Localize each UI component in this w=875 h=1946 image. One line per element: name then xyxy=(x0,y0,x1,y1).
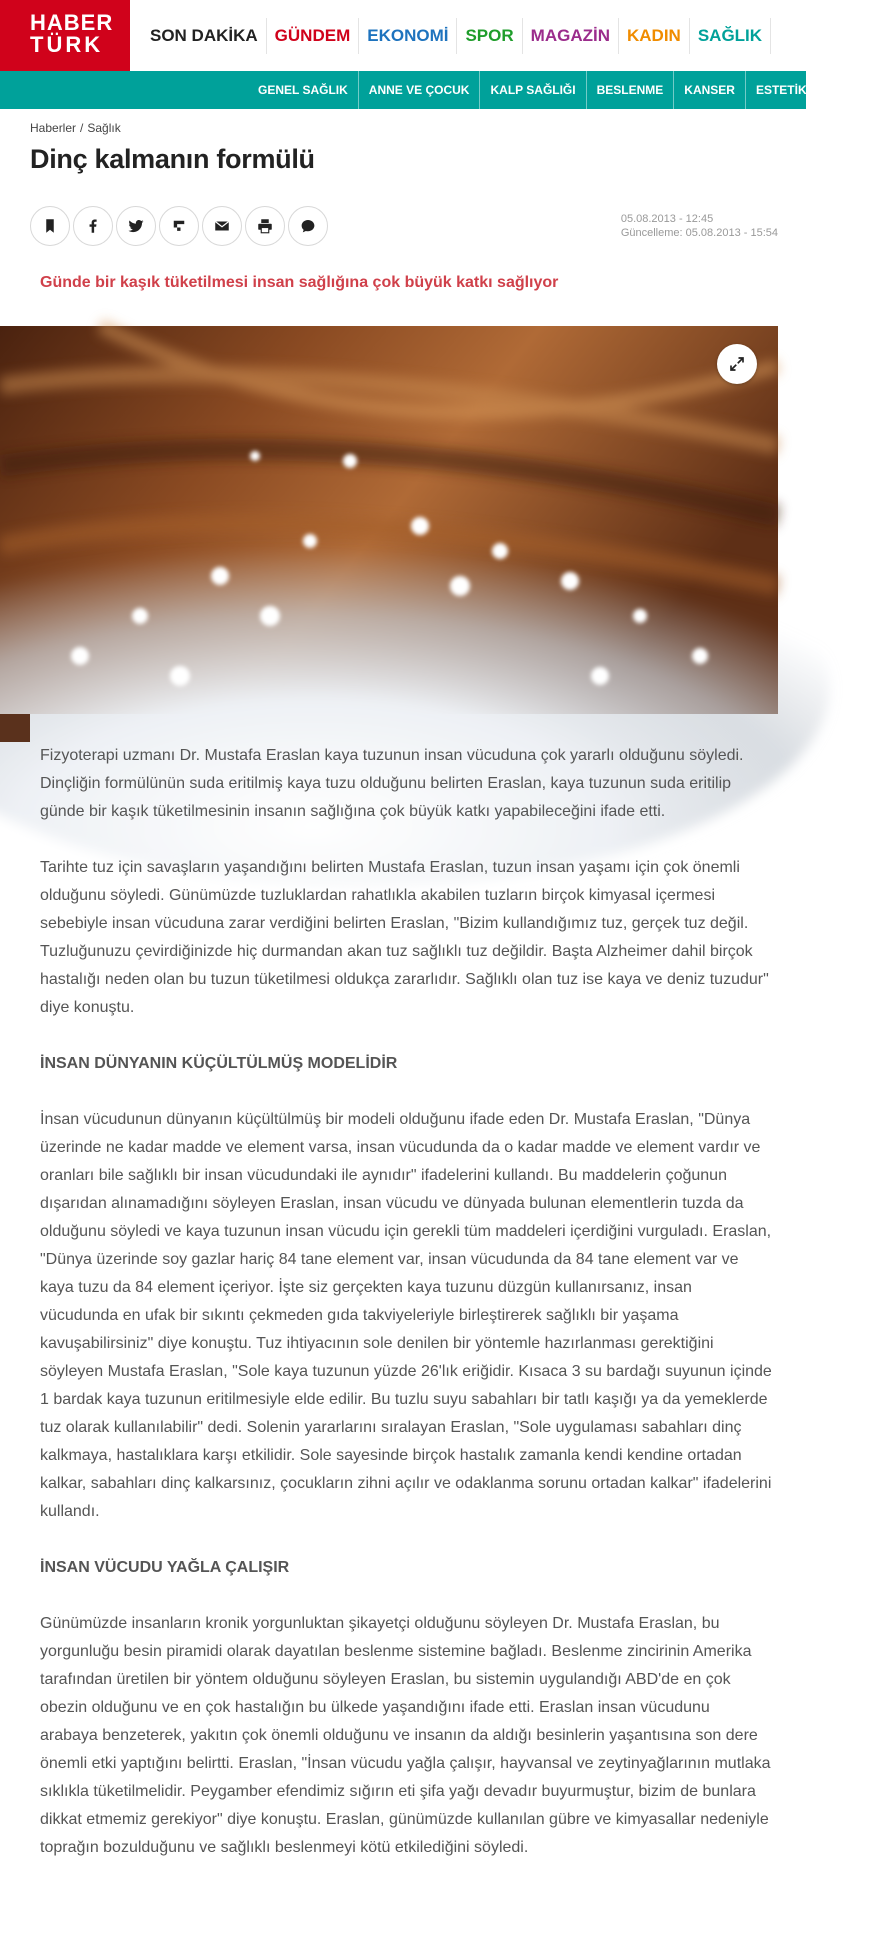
salt-photo xyxy=(0,326,778,714)
nav-magazin[interactable]: MAGAZİN xyxy=(523,18,619,54)
print-icon xyxy=(256,217,274,235)
published-date: 05.08.2013 - 12:45 xyxy=(620,213,714,225)
flipboard-share-button[interactable] xyxy=(159,206,199,246)
nav-gundem[interactable]: GÜNDEM xyxy=(267,18,360,54)
flipboard-icon xyxy=(170,217,188,235)
breadcrumb-separator: / xyxy=(80,121,84,135)
nav-ekonomi[interactable]: EKONOMİ xyxy=(359,18,457,54)
article-hero-image[interactable] xyxy=(0,326,778,714)
print-button[interactable] xyxy=(245,206,285,246)
article-body xyxy=(40,742,772,1890)
facebook-icon xyxy=(84,217,102,235)
logo-line2: TÜRK xyxy=(30,32,104,57)
article-subheading: İNSAN DÜNYANIN KÜÇÜLTÜLMÜŞ MODELİDİR xyxy=(40,1055,398,1072)
article-paragraph: Fizyoterapi uzmanı Dr. Mustafa Eraslan kaya tuzunun insan vücuduna çok yararlı olduğunu söyledi. Dinçliğin formülünün suda eritilmiş kaya tuzu olduğunu belirten Eraslan, kaya tuzunun suda eritilip günde bir kaşık tüketilmesinin insanın sağlığına çok büyük katkı yapabileceğini ifade etti. xyxy=(40,747,744,820)
article-paragraph: Günümüzde insanların kronik yorgunluktan şikayetçi olduğunu söyleyen Dr. Mustafa Eraslan, bu yorgunluğu besin piramidi olarak dayatılan beslenme sistemine bağladı. Beslenme zincirinin Amerika tarafından üretilen bir yöntem olduğunu söyleyen Eraslan, bu sistemin uygulandığı ABD'de en çok obezin olduğunu ve en çok hastalığın bu ülkede yaşandığını ifade etti. Eraslan insan vücudunu arabaya benzeterek, yakıtın çok önemli olduğunu ve insanın da aldığı besinlerin yaşantısına son dere önemli etki yaptığını belirtti. Eraslan, "İnsan vücudu yağla çalışır, hayvansal ve zeytinyağlarının mutlaka sıklıkla tüketilmelidir. Peygamber efendimiz sığırın eti şifa yağı devadır buyurmuştur, bizim de bunlara dikkat etmemiz gerekiyor" diye konuştu. Eraslan, günümüzde kullanılan gübre ve kimyasallar nedeniyle toprağın bozulduğunu ve sağlıklı beslenmeyi kötü etkilediğini söyledi. xyxy=(40,1615,771,1856)
article-paragraph: Tarihte tuz için savaşların yaşandığını belirten Mustafa Eraslan, tuzun insan yaşamı için çok önemli olduğunu söyledi. Günümüzde tuzluklardan rahatlıkla akabilen tuzların birçok kimyasal içermesi sebebiyle insan vücuduna zarar verdiğini belirten Eraslan, "Bizim kullandığımız tuz, gerçek tuz değil. Tuzluğunuzu çevirdiğinizde hiç durmandan akan tuz sağlıklı tuz değildir. Başta Alzheimer dahil birçok hastalığı neden olan bu tuzun tüketilmesi oldukça zararlıdır. Sağlıklı olan tuz ise kaya ve deniz tuzudur" diye konuştu. xyxy=(40,859,769,1016)
article-dates xyxy=(621,212,778,240)
nav-son-dakika[interactable]: SON DAKİKA xyxy=(142,18,267,54)
twitter-icon xyxy=(127,217,145,235)
twitter-share-button[interactable] xyxy=(116,206,156,246)
subnav-beslenme[interactable]: BESLENME xyxy=(587,71,675,109)
updated-date: Güncelleme: 05.08.2013 - 15:54 xyxy=(620,227,778,239)
nav-kadin[interactable]: KADIN xyxy=(619,18,690,54)
subnav-anne-ve-cocuk[interactable]: ANNE VE ÇOCUK xyxy=(359,71,481,109)
main-nav xyxy=(142,18,771,54)
haberturk-logo[interactable] xyxy=(0,0,130,71)
breadcrumb-home[interactable]: Haberler xyxy=(30,121,77,135)
page-title: Dinç kalmanın formülü xyxy=(30,144,315,174)
subnav-genel-saglik[interactable]: GENEL SAĞLIK xyxy=(248,71,359,109)
expand-image-button[interactable] xyxy=(717,344,757,384)
article-subheading: İNSAN VÜCUDU YAĞLA ÇALIŞIR xyxy=(40,1559,290,1576)
nav-spor[interactable]: SPOR xyxy=(457,18,522,54)
sub-nav xyxy=(0,71,865,109)
facebook-share-button[interactable] xyxy=(73,206,113,246)
site-header xyxy=(0,0,806,71)
subnav-kanser[interactable]: KANSER xyxy=(674,71,746,109)
comment-button[interactable] xyxy=(288,206,328,246)
bookmark-icon xyxy=(41,217,59,235)
subnav-kalp-sagligi[interactable]: KALP SAĞLIĞI xyxy=(480,71,586,109)
subnav-estetik-cerrahi[interactable]: ESTETİK CERRAHİ xyxy=(755,83,865,97)
hero-image-edge xyxy=(0,714,30,742)
comment-icon xyxy=(299,217,317,235)
email-share-button[interactable] xyxy=(202,206,242,246)
bookmark-button[interactable] xyxy=(30,206,70,246)
breadcrumb-section[interactable]: Sağlık xyxy=(87,121,121,135)
nav-saglik[interactable]: SAĞLIK xyxy=(690,18,771,54)
article-spot: Günde bir kaşık tüketilmesi insan sağlığına çok büyük katkı sağlıyor xyxy=(40,274,559,291)
email-icon xyxy=(213,217,231,235)
share-bar xyxy=(30,206,331,246)
breadcrumb xyxy=(30,121,121,135)
expand-icon xyxy=(728,355,746,373)
article-paragraph: İnsan vücudunun dünyanın küçültülmüş bir modeli olduğunu ifade eden Dr. Mustafa Eraslan, "Dünya üzerinde ne kadar madde ve element varsa, insan vücudunda da o kadar madde ve element vardır ve oranları bile sağlıklı bir insan vücudundaki ile aynıdır" ifadelerini kullandı. Bu maddelerin çoğunun dışarıdan alınamadığını söyleyen Eraslan, insan vücudu ve dünyada bulunan elementlerin tuzda da olduğunu söyledi ve kaya tuzunun insan vücudu için gerekli tüm maddeleri içerdiğini vurguladı. Eraslan, "Dünya üzerinde soy gazlar hariç 84 tane element var, insan vücudunda da 84 tane element var ve kaya tuzu da 84 element içeriyor. İşte siz gerçekten kaya tuzunu düzgün kullanırsanız, insan vücudunda en ufak bir sıkıntı çekmeden gıda takviyeleriyle birleştirerek sağlıklı bir yaşama kavuşabilirsiniz" diye konuştu. Tuz ihtiyacının sole denilen bir yöntemle hazırlanması gerektiğini söyleyen Mustafa Eraslan, "Sole kaya tuzunun yüzde 26'lık eriğidir. Kısaca 3 su bardağı suyunun içinde 1 bardak kaya tuzunun eritilmesiyle elde edilir. Bu tuzlu suyu sabahları bir tatlı kaşığı ya da yemeklerde tuz olarak kullanılabilir" dedi. Solenin yararlarını sıralayan Eraslan, "Sole uygulaması sabahları dinç kalkmaya, hastalıklara karşı etkilidir. Sole sayesinde birçok hastalık zamanla kendi kendine ortadan kalkar, sabahları dinç kalkarsınız, çocukların zihni açılır ve odaklanma sorunu ortadan kalkar" ifadelerini kullandı. xyxy=(40,1111,772,1520)
logo-line1: HABER xyxy=(30,10,114,35)
